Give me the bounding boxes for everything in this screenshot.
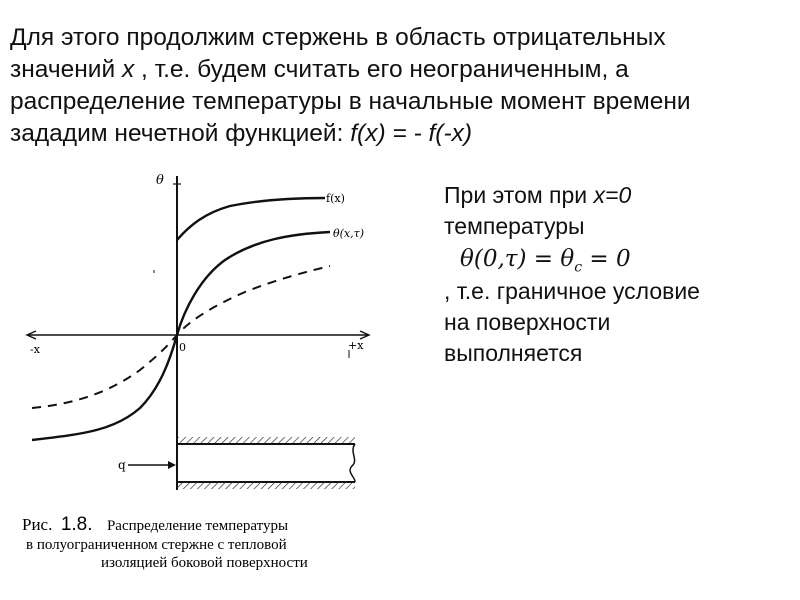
figure-caption-line-3: изоляцией боковой поверхности [101, 555, 308, 571]
side-line-2: температуры [444, 213, 585, 239]
boundary-formula-main: θ(0,τ) = θ [460, 246, 575, 272]
rod-insulation-top [177, 437, 355, 444]
side-line-4: на поверхности [444, 309, 611, 335]
intro-line-2-rest: , т.е. будем считать его неограниченным, а [134, 56, 629, 83]
caption-prefix: Рис. [22, 515, 53, 534]
curve-f-label: f(x) [326, 192, 345, 205]
side-line-3: , т.е. граничное условие [444, 278, 700, 304]
caption-number: 1.8. [60, 514, 93, 535]
boundary-formula-tail: = 0 [582, 246, 631, 272]
intro-line-1: Для этого продолжим стержень в область отрицательных [10, 24, 666, 51]
neg-x-label: -x [30, 343, 40, 356]
intro-line-4-prefix: зададим нечетной функцией: [10, 120, 351, 147]
intro-line-2-prefix: значений [10, 56, 122, 83]
curve-theta [32, 232, 330, 440]
side-variable-x0: x=0 [593, 182, 632, 208]
pos-x-label: +x [348, 339, 364, 352]
heat-flux-label: q [118, 458, 126, 472]
figure-caption-line-1 [22, 514, 288, 535]
origin-label: 0 [179, 341, 186, 354]
rod-break-line [350, 444, 355, 482]
side-line-1-prefix: При этом при [444, 182, 594, 208]
intro-line-3: распределение температуры в начальные момент времени [10, 88, 691, 115]
side-line-5: выполняется [444, 340, 583, 366]
boundary-formula-sub: c [574, 259, 583, 276]
figure-caption-line-2: в полуограниченном стержне с тепловой [26, 537, 287, 553]
intro-variable-x: x [121, 56, 135, 83]
curve-theta-label: θ(x,τ) [333, 227, 364, 240]
curve-theta-dashed [32, 266, 330, 408]
caption-title: Распределение температуры [106, 518, 289, 534]
heat-flux-arrowhead [168, 461, 176, 469]
rod-insulation-bottom [177, 482, 355, 489]
odd-function-formula: f(x) = - f(-x) [350, 120, 473, 147]
theta-axis-label: θ [156, 173, 164, 188]
